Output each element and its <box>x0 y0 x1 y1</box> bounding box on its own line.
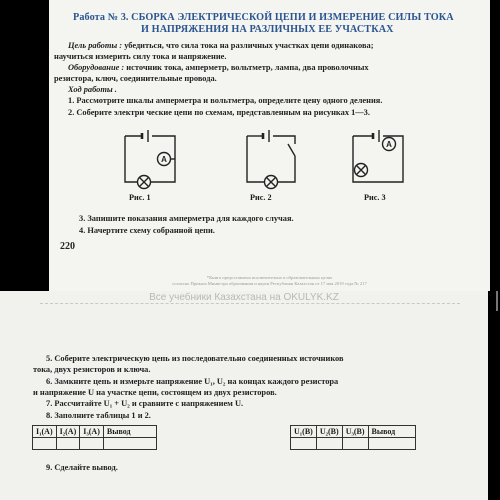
ammeter-symbol-3: A <box>386 140 392 149</box>
table-1-header-cell: I₃(A) <box>80 426 104 438</box>
step-6-line-1: 6. Замкните цепь и измерьте напряжение U₁, U₂ на концах каждого резистора <box>46 377 339 386</box>
goal-text-1: убедиться, что сила тока на различных участках цепи одинакова; <box>122 41 374 50</box>
procedure-label: Ход работы . <box>68 85 117 94</box>
equipment-line-1 <box>68 63 369 72</box>
table-1-header-row <box>33 426 157 438</box>
step-5-line-1: 5. Соберите электрическую цепь из последовательно соединенных источников <box>46 354 344 363</box>
title-line-1: Работа № 3. СБОРКА ЭЛЕКТРИЧЕСКОЙ ЦЕПИ И ИЗМЕРЕНИЕ СИЛЫ ТОКА <box>73 12 454 23</box>
table-2-row <box>291 438 416 450</box>
step-8: 8. Заполните таблицы 1 и 2. <box>46 411 151 420</box>
goal-line-1 <box>68 41 374 50</box>
table-2 <box>290 425 416 450</box>
table-1-header-cell: Вывод <box>103 426 156 438</box>
top-page <box>49 0 490 291</box>
table-2-header-row <box>291 426 416 438</box>
table-2-header-cell: U₁(B) <box>291 426 317 438</box>
equipment-text-1: источник тока, амперметр, вольтметр, лампа, два проволочных <box>124 63 369 72</box>
table-1-header-cell: I₂(A) <box>56 426 80 438</box>
step-5-line-2: тока, двух резисторов и ключа. <box>33 365 151 374</box>
bottom-page <box>0 291 488 500</box>
ammeter-symbol-1: A <box>161 155 167 164</box>
step-3: 3. Запишите показания амперметра для каждого случая. <box>79 214 294 223</box>
page-number: 220 <box>60 241 75 252</box>
step-1: 1. Рассмотрите шкалы амперметра и вольтметра, определите цену одного деления. <box>68 96 383 105</box>
edge-line <box>496 291 498 311</box>
footer-line-1: *Книга предоставлена исключительно в образовательных целях <box>206 275 333 280</box>
image-border <box>490 0 500 291</box>
step-4: 4. Начертите схему собранной цепи. <box>79 226 215 235</box>
divider <box>40 303 460 305</box>
table-2-header-cell: U₂(B) <box>316 426 342 438</box>
step-9: 9. Сделайте вывод. <box>46 463 118 472</box>
figure-3-label: Рис. 3 <box>364 193 386 202</box>
goal-line-2: научиться измерить силу тока и напряжение. <box>54 52 227 61</box>
circuit-figure-2 <box>229 126 309 191</box>
figure-1-label: Рис. 1 <box>129 193 151 202</box>
step-6-line-2: и напряжение U на участке цепи, состоящем из двух резисторов. <box>33 388 277 397</box>
step-7: 7. Рассчитайте U₁ + U₂ и сравните с напряжением U. <box>46 399 244 408</box>
circuit-figure-1 <box>105 126 185 191</box>
step-2: 2. Соберите электри ческие цепи по схемам, представленным на рисунках 1—3. <box>68 108 370 117</box>
goal-label: Цель работы : <box>68 41 123 50</box>
equipment-line-2: резистора, ключ, соединительные провода. <box>54 74 217 83</box>
equipment-label: Оборудование : <box>68 63 125 72</box>
table-1-row <box>33 438 157 450</box>
image-border-bottom <box>488 291 500 500</box>
watermark: Все учебники Казахстана на OKULYK.KZ <box>149 292 339 303</box>
table-2-header-cell: Вывод <box>368 426 415 438</box>
table-2-header-cell: U₃(B) <box>342 426 368 438</box>
figure-2-label: Рис. 2 <box>250 193 272 202</box>
table-1 <box>32 425 157 450</box>
circuit-figure-3 <box>339 126 419 191</box>
table-1-header-cell: I₁(A) <box>33 426 57 438</box>
title-line-2: И НАПРЯЖЕНИЯ НА РАЗЛИЧНЫХ ЕЕ УЧАСТКАХ <box>141 24 394 35</box>
footer-line-2: согласно Приказа Министра образования и науки Республики Казахстан от 17 мая 2019 года № 217 <box>172 281 367 286</box>
